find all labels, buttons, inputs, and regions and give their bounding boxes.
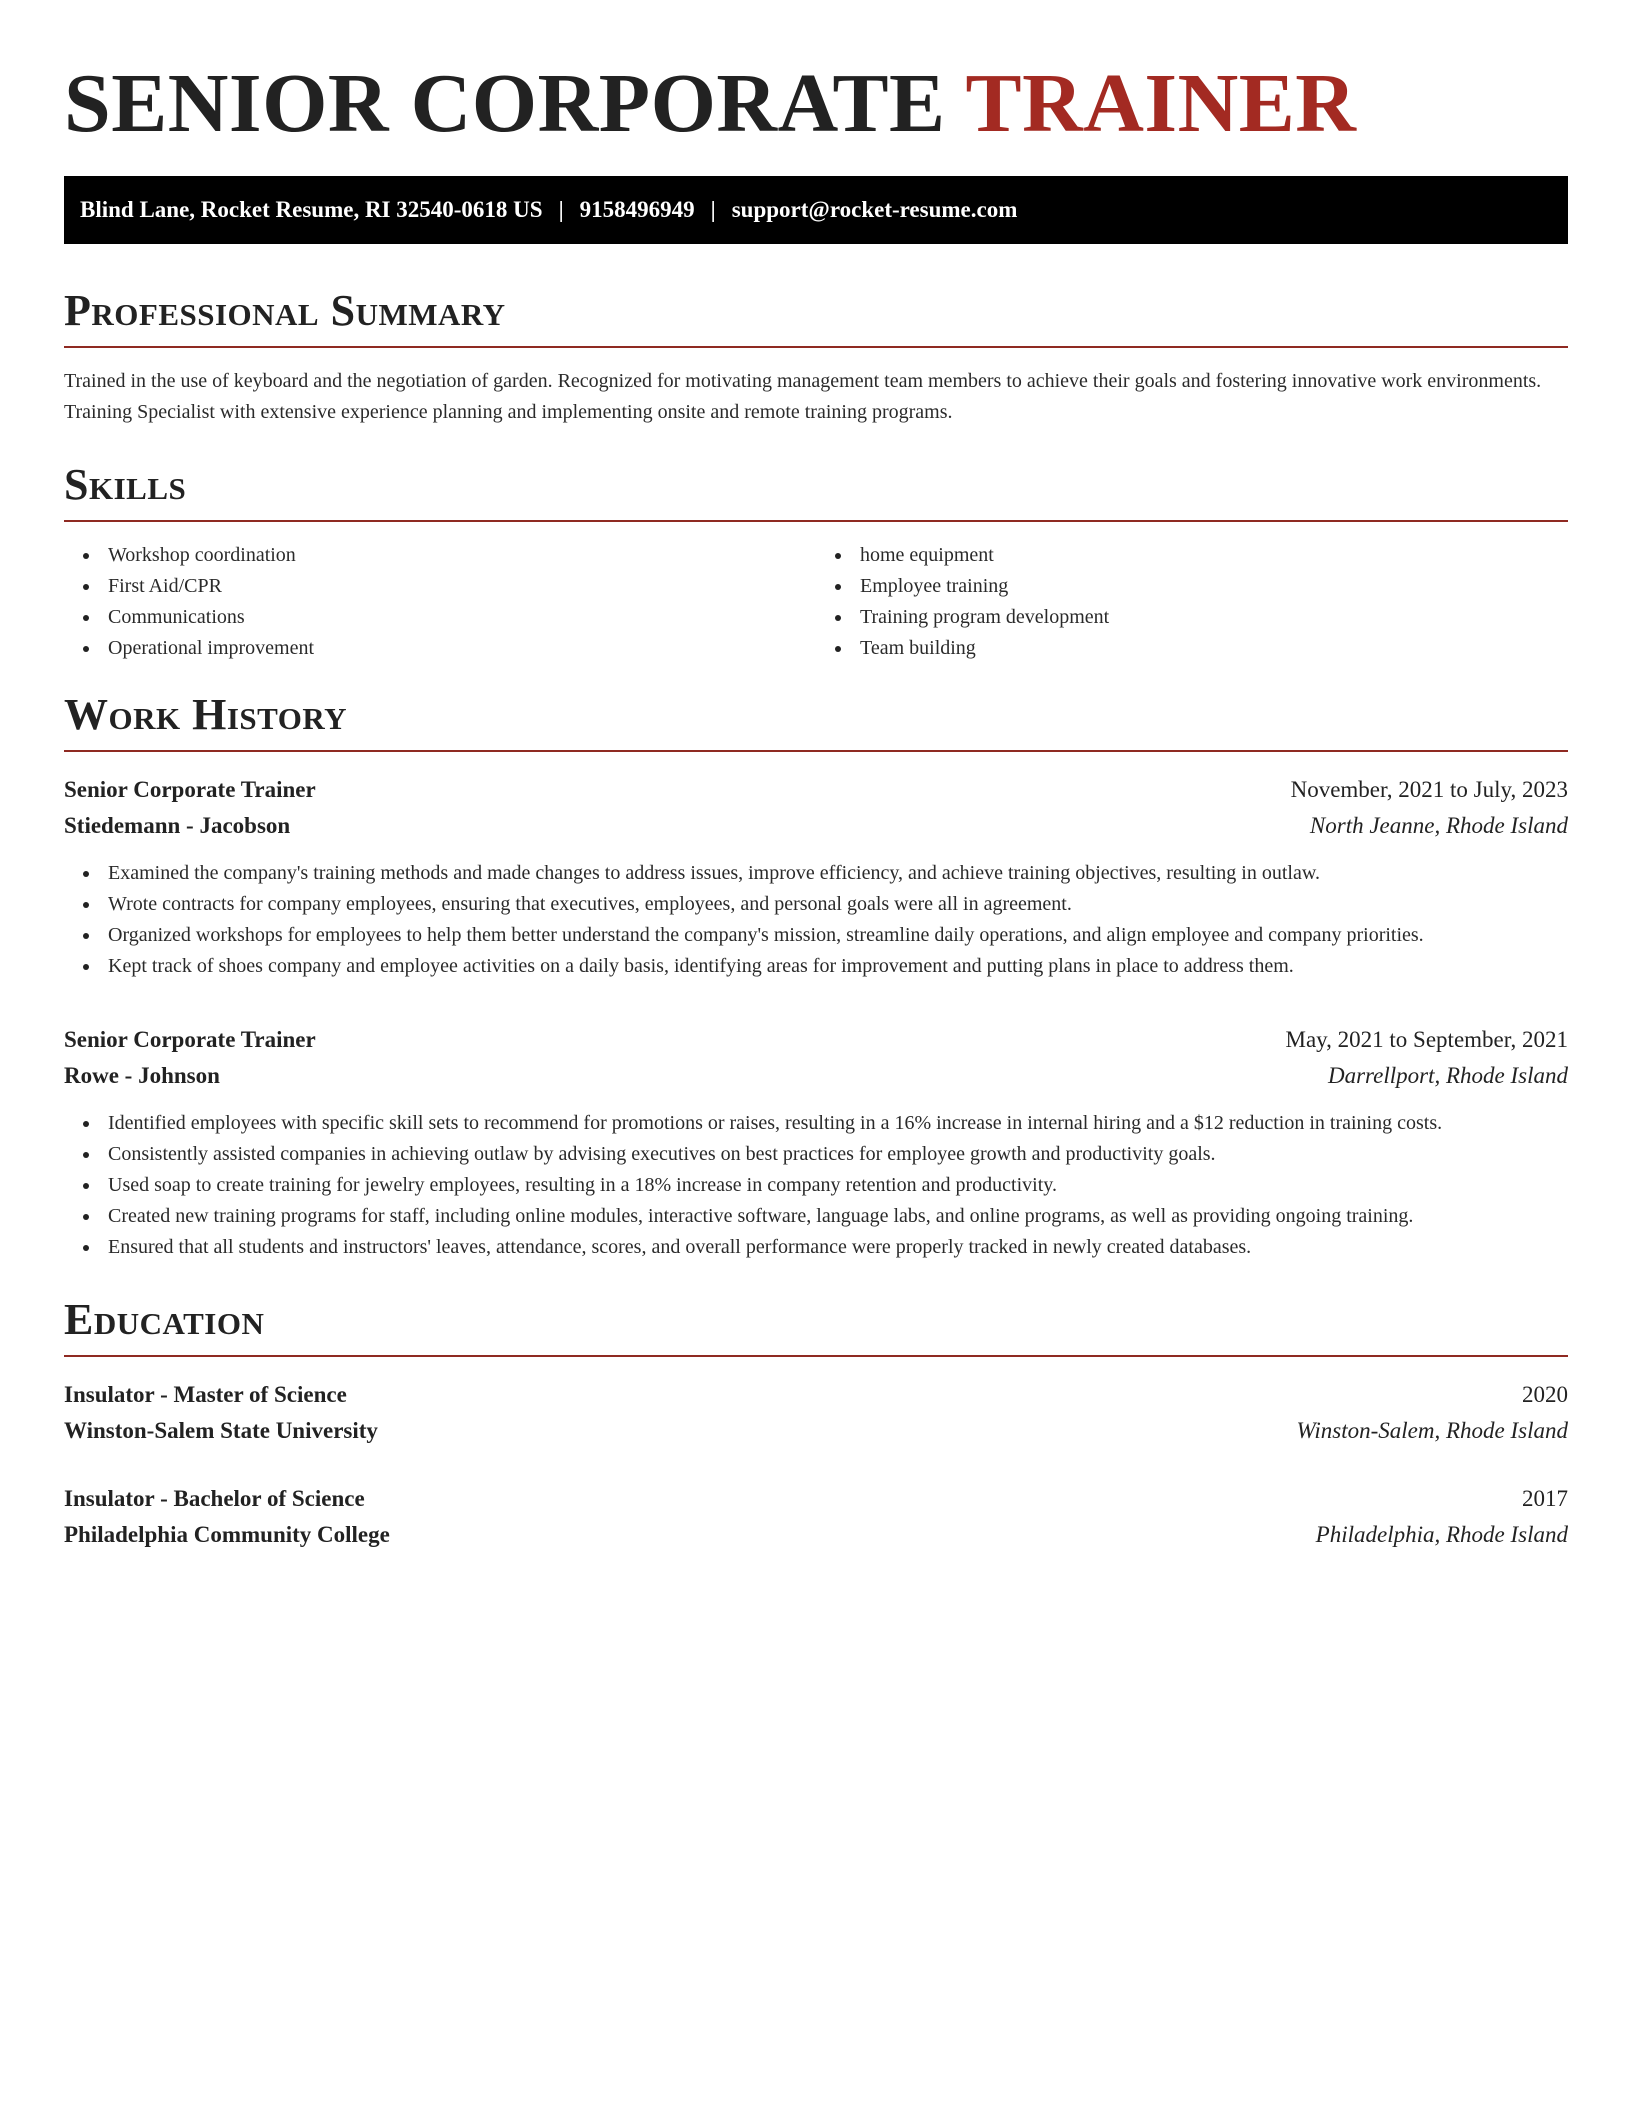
skill-item: Workshop coordination xyxy=(108,540,816,571)
job-location: Darrellport, Rhode Island xyxy=(1328,1063,1568,1088)
contact-separator: | xyxy=(558,197,564,222)
section-divider xyxy=(64,346,1568,348)
section-title-education: Education xyxy=(64,1295,265,1344)
job-bullet: Ensured that all students and instructors' leaves, attendance, scores, and overall performance were properly tracked in newly created databases. xyxy=(108,1232,1568,1263)
education-year: 2020 xyxy=(1522,1382,1568,1407)
job-bullet: Organized workshops for employees to help them better understand the company's mission, streamline daily operations, and align employee and company priorities. xyxy=(108,920,1568,951)
title-main: SENIOR CORPORATE xyxy=(64,57,946,150)
section-divider xyxy=(64,520,1568,522)
job-title: Senior Corporate Trainer xyxy=(64,777,316,802)
contact-phone: 9158496949 xyxy=(579,197,695,222)
skill-item: Training program development xyxy=(860,602,1568,633)
education-school: Philadelphia Community College xyxy=(64,1522,390,1547)
education-location: Philadelphia, Rhode Island xyxy=(1315,1522,1568,1547)
education-location: Winston-Salem, Rhode Island xyxy=(1296,1418,1568,1443)
section-title-work-history: Work History xyxy=(64,690,348,739)
job-location: North Jeanne, Rhode Island xyxy=(1309,813,1568,838)
education-year: 2017 xyxy=(1522,1486,1568,1511)
job-header-row xyxy=(64,772,1568,808)
section-title-skills: Skills xyxy=(64,460,187,509)
skill-item: First Aid/CPR xyxy=(108,571,816,602)
section-divider xyxy=(64,750,1568,752)
education-entry xyxy=(64,1481,1568,1553)
job-title: Senior Corporate Trainer xyxy=(64,1027,316,1052)
job-company: Stiedemann - Jacobson xyxy=(64,813,291,838)
job-bullet: Examined the company's training methods and made changes to address issues, improve efficiency, and achieve training objectives, resulting in outlaw. xyxy=(108,858,1568,889)
skill-item: Operational improvement xyxy=(108,633,816,664)
contact-bar xyxy=(64,176,1568,244)
job-company-row xyxy=(64,808,1568,844)
job-bullet: Used soap to create training for jewelry employees, resulting in a 18% increase in company retention and productivity. xyxy=(108,1170,1568,1201)
skills-grid xyxy=(64,540,1568,664)
skill-item: Employee training xyxy=(860,571,1568,602)
education-school-row xyxy=(64,1413,1568,1449)
contact-separator: | xyxy=(710,197,716,222)
education-section xyxy=(64,1295,1568,1553)
job-bullet: Wrote contracts for company employees, ensuring that executives, employees, and personal goals were all in agreement. xyxy=(108,889,1568,920)
summary-text: Trained in the use of keyboard and the negotiation of garden. Recognized for motivating management team members to achieve their goals and fostering innovative work environments. Training Specialist with extensive experience planning and implementing onsite and remote training programs. xyxy=(64,370,1542,423)
job-company-row xyxy=(64,1058,1568,1094)
summary-section xyxy=(64,286,1568,428)
skill-item: Communications xyxy=(108,602,816,633)
education-degree: Insulator - Master of Science xyxy=(64,1382,347,1407)
skill-item: Team building xyxy=(860,633,1568,664)
contact-address: Blind Lane, Rocket Resume, RI 32540-0618 US xyxy=(80,197,543,222)
job-entry xyxy=(64,1022,1568,1263)
education-header-row xyxy=(64,1481,1568,1517)
education-entry xyxy=(64,1377,1568,1449)
job-entry xyxy=(64,772,1568,982)
section-title-summary: Professional Summary xyxy=(64,286,506,335)
job-bullets xyxy=(64,858,1568,982)
education-degree: Insulator - Bachelor of Science xyxy=(64,1486,365,1511)
job-dates: November, 2021 to July, 2023 xyxy=(1290,777,1568,802)
skill-item: home equipment xyxy=(860,540,1568,571)
resume-title xyxy=(64,0,1568,150)
job-dates: May, 2021 to September, 2021 xyxy=(1285,1027,1568,1052)
work-history-section xyxy=(64,690,1568,1263)
job-bullet: Consistently assisted companies in achieving outlaw by advising executives on best practices for employee growth and productivity goals. xyxy=(108,1139,1568,1170)
job-bullet: Kept track of shoes company and employee activities on a daily basis, identifying areas for improvement and putting plans in place to address them. xyxy=(108,951,1568,982)
job-bullets xyxy=(64,1108,1568,1263)
education-header-row xyxy=(64,1377,1568,1413)
title-accent: TRAINER xyxy=(965,57,1357,150)
section-divider xyxy=(64,1355,1568,1357)
job-bullet: Created new training programs for staff, including online modules, interactive software, language labs, and online programs, as well as providing ongoing training. xyxy=(108,1201,1568,1232)
job-company: Rowe - Johnson xyxy=(64,1063,220,1088)
contact-email: support@rocket-resume.com xyxy=(731,197,1018,222)
skills-section xyxy=(64,460,1568,664)
education-school-row xyxy=(64,1517,1568,1553)
job-header-row xyxy=(64,1022,1568,1058)
skills-column-right xyxy=(816,540,1568,664)
job-bullet: Identified employees with specific skill sets to recommend for promotions or raises, resulting in a 16% increase in internal hiring and a $12 reduction in training costs. xyxy=(108,1108,1568,1139)
education-school: Winston-Salem State University xyxy=(64,1418,378,1443)
skills-column-left xyxy=(64,540,816,664)
